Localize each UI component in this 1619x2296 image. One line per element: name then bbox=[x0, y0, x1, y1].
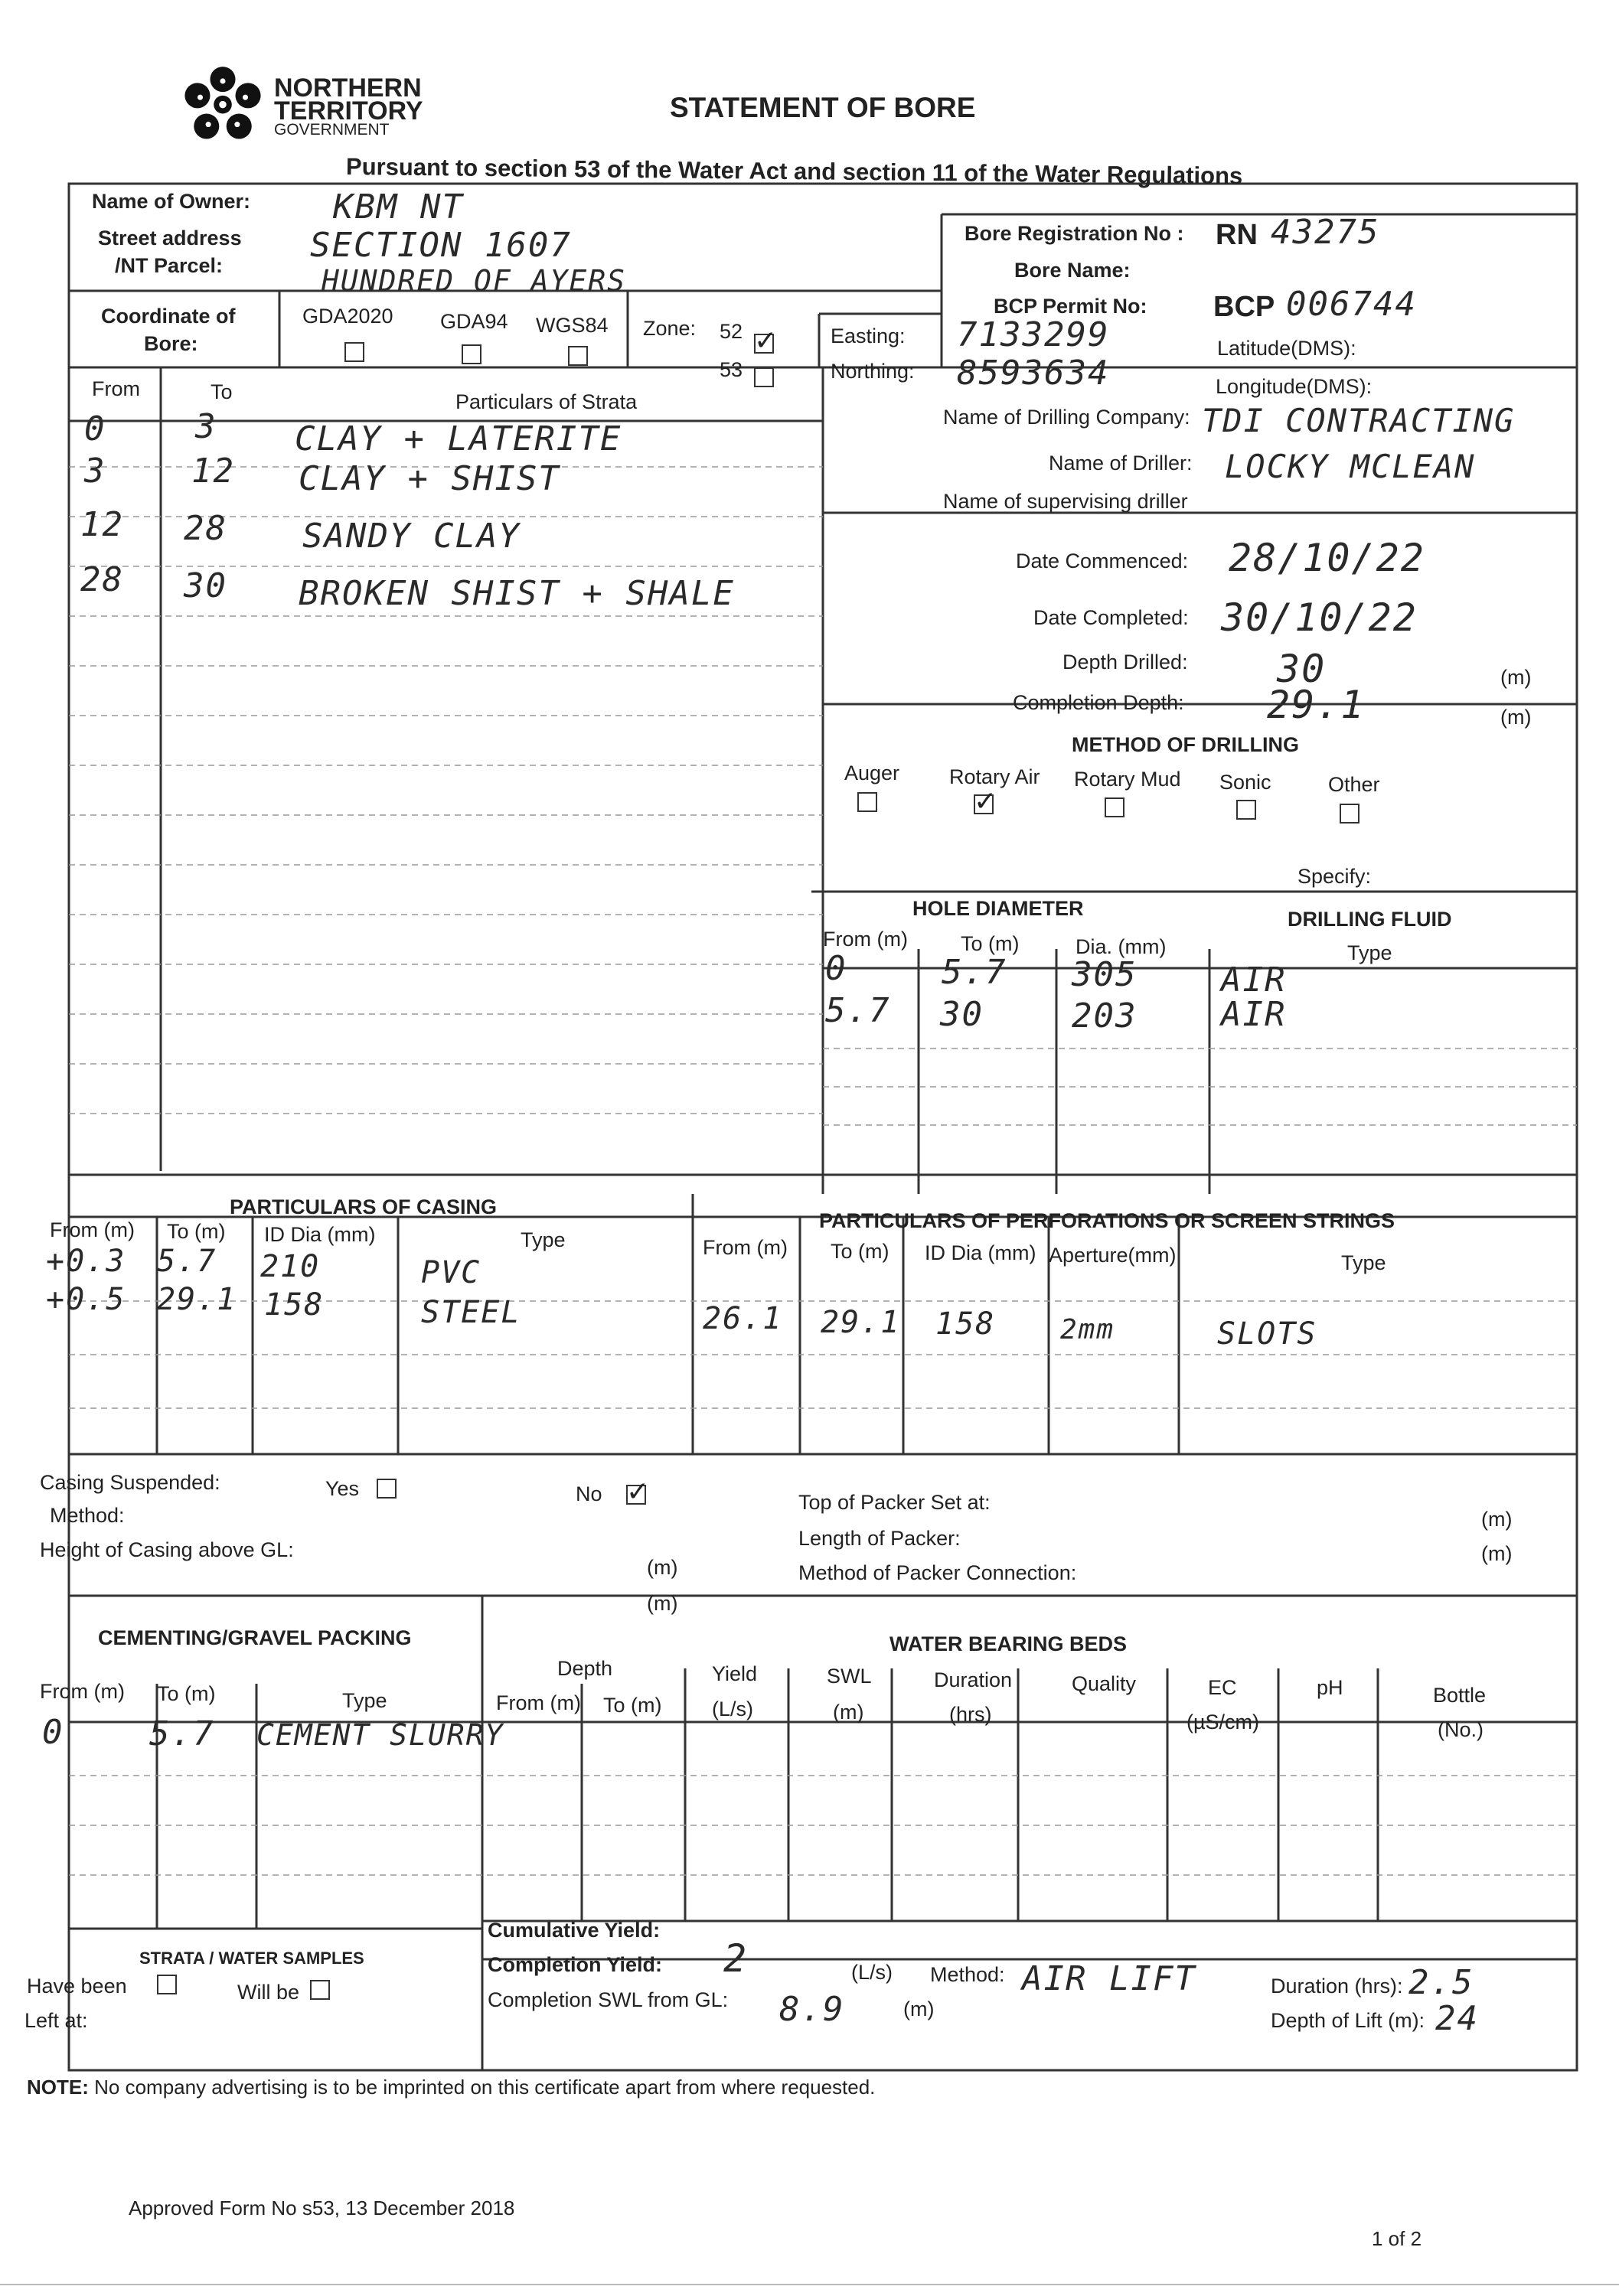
casing-to-header: To (m) bbox=[167, 1220, 226, 1243]
perf-row-1-type: SLOTS bbox=[1217, 1316, 1317, 1352]
hole-row-2-dia: 203 bbox=[1072, 996, 1138, 1035]
completion-method-label: Method: bbox=[930, 1963, 1005, 1986]
completion-duration-label: Duration (hrs): bbox=[1271, 1975, 1403, 1998]
hole-row-1-dia: 305 bbox=[1072, 955, 1138, 994]
perf-id-header: ID Dia (mm) bbox=[925, 1241, 1036, 1264]
coord-label-2: Bore: bbox=[144, 332, 198, 355]
gov-line3: GOVERNMENT bbox=[274, 121, 390, 139]
wb-yield-header: Yield bbox=[712, 1662, 758, 1685]
cementing-to-header: To (m) bbox=[157, 1682, 216, 1705]
casing-suspended-label: Casing Suspended: bbox=[40, 1471, 220, 1494]
reg-value: 43275 bbox=[1271, 213, 1380, 252]
method-title: METHOD OF DRILLING bbox=[1072, 733, 1299, 756]
zone-52-label: 52 bbox=[720, 320, 743, 343]
casing-height-label: Height of Casing above GL: bbox=[40, 1538, 294, 1561]
packer-method-label: Method of Packer Connection: bbox=[798, 1561, 1077, 1584]
permit-prefix: BCP bbox=[1213, 291, 1275, 323]
perf-row-1-from: 26.1 bbox=[703, 1301, 783, 1336]
samples-have-been-label: Have been bbox=[27, 1975, 127, 1998]
casing-height-unit: (m) bbox=[647, 1556, 678, 1579]
perf-to-header: To (m) bbox=[831, 1240, 889, 1263]
suspension-method-label: Method: bbox=[50, 1504, 125, 1527]
casing-type-header: Type bbox=[521, 1228, 566, 1251]
casing-row-1-type: PVC bbox=[421, 1255, 481, 1290]
street-label-2: /NT Parcel: bbox=[115, 254, 224, 277]
page-title: STATEMENT OF BORE bbox=[670, 92, 976, 123]
strata-row-3-to: 28 bbox=[184, 509, 227, 548]
note-label: NOTE: bbox=[27, 2076, 89, 2099]
page-number: 1 of 2 bbox=[1372, 2227, 1422, 2250]
northing-value: 8593634 bbox=[957, 354, 1110, 393]
wb-depth-header: Depth bbox=[557, 1657, 613, 1680]
method-specify-label: Specify: bbox=[1297, 865, 1372, 888]
latitude-label: Latitude(DMS): bbox=[1217, 337, 1356, 360]
perf-aperture-header: Aperture(mm) bbox=[1049, 1244, 1177, 1267]
perf-type-header: Type bbox=[1341, 1251, 1386, 1274]
easting-label: Easting: bbox=[831, 325, 906, 347]
wb-swl-unit: (m) bbox=[833, 1701, 864, 1724]
casing-title: PARTICULARS OF CASING bbox=[230, 1195, 497, 1218]
cementing-row-1-from: 0 bbox=[42, 1713, 64, 1752]
water-beds-title: WATER BEARING BEDS bbox=[889, 1632, 1128, 1655]
wb-ec-unit: (µS/cm) bbox=[1187, 1711, 1260, 1733]
hole-row-1-from: 0 bbox=[825, 949, 847, 988]
casing-row-1-from: +0.3 bbox=[46, 1244, 126, 1279]
street-label-1: Street address bbox=[98, 227, 242, 249]
casing-row-1-to: 5.7 bbox=[157, 1244, 217, 1279]
strata-particulars-header: Particulars of Strata bbox=[455, 390, 638, 413]
checkbox-casing-no[interactable] bbox=[626, 1485, 646, 1505]
wb-duration-unit: (hrs) bbox=[949, 1703, 992, 1726]
packer-length-label: Length of Packer: bbox=[798, 1527, 961, 1550]
wb-from-header: From (m) bbox=[496, 1691, 581, 1714]
completion-depth-label: Completion Depth: bbox=[1013, 691, 1184, 714]
hole-row-1-type: AIR bbox=[1221, 960, 1287, 1000]
completion-swl-value: 8.9 bbox=[779, 1990, 845, 2029]
footer-note bbox=[27, 2076, 875, 2099]
completion-swl-label: Completion SWL from GL: bbox=[488, 1988, 729, 2011]
completed-label: Date Completed: bbox=[1033, 606, 1189, 629]
hole-row-2-type: AIR bbox=[1221, 995, 1287, 1034]
depth-drilled-unit: (m) bbox=[1500, 666, 1532, 689]
hole-to-header: To (m) bbox=[961, 932, 1020, 955]
perf-row-1-id: 158 bbox=[935, 1306, 996, 1342]
perforations-title: PARTICULARS OF PERFORATIONS OR SCREEN STRINGS bbox=[819, 1209, 1395, 1232]
lift-depth-value: 24 bbox=[1435, 1999, 1479, 2038]
longitude-label: Longitude(DMS): bbox=[1216, 375, 1373, 398]
company-label: Name of Drilling Company: bbox=[943, 406, 1190, 429]
checkbox-have-been[interactable] bbox=[157, 1975, 177, 1994]
strata-to-header: To bbox=[211, 380, 233, 403]
packer-length-unit: (m) bbox=[1481, 1542, 1513, 1565]
page-subtitle: Pursuant to section 53 of the Water Act and section 11 of the Water Regulations bbox=[345, 153, 1243, 190]
strata-row-2-to: 12 bbox=[191, 452, 235, 491]
wb-duration-header: Duration bbox=[934, 1668, 1013, 1691]
samples-will-be-label: Will be bbox=[237, 1981, 300, 2004]
method-rotary-mud-label: Rotary Mud bbox=[1074, 768, 1181, 791]
strata-row-2-desc: CLAY + SHIST bbox=[299, 459, 560, 498]
fluid-type-header: Type bbox=[1347, 941, 1392, 964]
casing-row-1-id: 210 bbox=[260, 1249, 321, 1284]
hole-from-header: From (m) bbox=[823, 928, 908, 951]
strata-row-3-desc: SANDY CLAY bbox=[302, 517, 521, 556]
wb-yield-unit: (L/s) bbox=[712, 1698, 753, 1720]
strata-row-1-to: 3 bbox=[195, 407, 217, 446]
packer-top-label: Top of Packer Set at: bbox=[798, 1491, 991, 1514]
casing-row-2-from: +0.5 bbox=[46, 1282, 126, 1317]
reg-prefix: RN bbox=[1216, 219, 1258, 251]
checkbox-gda94[interactable] bbox=[462, 344, 481, 364]
strata-row-4-to: 30 bbox=[184, 566, 227, 605]
cementing-from-header: From (m) bbox=[40, 1680, 125, 1703]
gov-line1: NORTHERN bbox=[274, 73, 422, 103]
checkbox-zone-52[interactable] bbox=[754, 334, 774, 354]
strata-row-1-from: 0 bbox=[84, 409, 106, 448]
casing-id-header: ID Dia (mm) bbox=[264, 1223, 376, 1246]
completion-yield-unit: (L/s) bbox=[851, 1961, 893, 1984]
checkbox-rotary-air[interactable] bbox=[974, 794, 994, 814]
checkbox-rotary-mud[interactable] bbox=[1105, 797, 1124, 817]
datum-gda2020: GDA2020 bbox=[302, 305, 393, 328]
completion-swl-unit: (m) bbox=[903, 1998, 935, 2020]
samples-left-at-label: Left at: bbox=[24, 2009, 88, 2032]
owner-name-value: KBM NT bbox=[333, 188, 464, 227]
method-auger-label: Auger bbox=[844, 762, 900, 784]
cumulative-yield-label: Cumulative Yield: bbox=[488, 1919, 661, 1942]
method-other-label: Other bbox=[1328, 773, 1380, 796]
checkbox-gda2020[interactable] bbox=[344, 342, 364, 362]
hole-title: HOLE DIAMETER bbox=[912, 897, 1084, 920]
strata-row-4-from: 28 bbox=[80, 560, 124, 599]
checkbox-sonic[interactable] bbox=[1236, 800, 1256, 820]
completion-depth-value: 29.1 bbox=[1267, 683, 1366, 727]
casing-row-2-type: STEEL bbox=[421, 1295, 521, 1330]
casing-from-header: From (m) bbox=[50, 1218, 135, 1241]
street-value-1: SECTION 1607 bbox=[310, 226, 572, 265]
datum-wgs84: WGS84 bbox=[536, 314, 609, 337]
wb-ec-header: EC bbox=[1208, 1676, 1237, 1699]
strata-row-2-from: 3 bbox=[84, 452, 106, 491]
cementing-title: CEMENTING/GRAVEL PACKING bbox=[98, 1626, 412, 1649]
method-unit: (m) bbox=[647, 1592, 678, 1615]
perf-from-header: From (m) bbox=[703, 1236, 788, 1259]
datum-gda94: GDA94 bbox=[440, 310, 508, 333]
checkbox-casing-yes[interactable] bbox=[377, 1479, 397, 1499]
street-value-2: HUNDRED OF AYERS bbox=[322, 264, 627, 298]
checkbox-wgs84[interactable] bbox=[568, 346, 588, 366]
completion-depth-unit: (m) bbox=[1500, 706, 1532, 729]
commenced-value: 28/10/22 bbox=[1229, 536, 1425, 580]
gov-name bbox=[274, 73, 423, 139]
owner-name-label: Name of Owner: bbox=[92, 190, 251, 213]
completion-duration-value: 2.5 bbox=[1408, 1963, 1474, 2002]
strata-row-4-desc: BROKEN SHIST + SHALE bbox=[299, 574, 735, 613]
bore-name-label: Bore Name: bbox=[1014, 259, 1131, 282]
cementing-row-1-type: CEMENT SLURRY bbox=[256, 1718, 504, 1752]
coord-label-1: Coordinate of bbox=[101, 305, 236, 328]
wb-to-header: To (m) bbox=[603, 1694, 662, 1717]
commenced-label: Date Commenced: bbox=[1016, 550, 1189, 572]
hole-row-2-to: 30 bbox=[940, 995, 984, 1034]
perf-row-1-aperture: 2mm bbox=[1060, 1314, 1115, 1345]
driller-value: LOCKY MCLEAN bbox=[1225, 448, 1476, 485]
checkbox-other[interactable] bbox=[1340, 804, 1360, 823]
packer-top-unit: (m) bbox=[1481, 1508, 1513, 1531]
strata-row-1-desc: CLAY + LATERITE bbox=[295, 419, 622, 458]
checkbox-auger[interactable] bbox=[857, 792, 877, 812]
zone-53-label: 53 bbox=[720, 358, 743, 381]
cementing-type-header: Type bbox=[342, 1689, 387, 1712]
samples-title: STRATA / WATER SAMPLES bbox=[139, 1949, 364, 1968]
strata-row-3-from: 12 bbox=[80, 505, 124, 544]
permit-label: BCP Permit No: bbox=[994, 295, 1147, 318]
casing-row-2-to: 29.1 bbox=[157, 1282, 237, 1317]
completed-value: 30/10/22 bbox=[1221, 595, 1418, 640]
company-value: TDI CONTRACTING bbox=[1202, 402, 1516, 439]
hole-dia-header: Dia. (mm) bbox=[1076, 935, 1167, 958]
wb-bottle-header: Bottle bbox=[1433, 1684, 1487, 1707]
hole-row-1-to: 5.7 bbox=[942, 953, 1007, 992]
easting-value: 7133299 bbox=[957, 315, 1110, 354]
completion-yield-value: 2 bbox=[723, 1936, 749, 1981]
supervising-label: Name of supervising driller bbox=[943, 490, 1188, 513]
depth-drilled-value: 30 bbox=[1277, 647, 1327, 691]
fluid-title: DRILLING FLUID bbox=[1288, 908, 1452, 931]
checkbox-will-be[interactable] bbox=[310, 1980, 330, 2000]
casing-yes-label: Yes bbox=[325, 1477, 360, 1500]
note-text: No company advertising is to be imprinted on this certificate apart from where requested. bbox=[94, 2076, 876, 2099]
approved-form-label: Approved Form No s53, 13 December 2018 bbox=[129, 2197, 515, 2219]
cementing-row-1-to: 5.7 bbox=[149, 1714, 215, 1753]
wb-bottle-unit: (No.) bbox=[1438, 1718, 1484, 1741]
reg-label: Bore Registration No : bbox=[965, 222, 1184, 245]
gov-line2: TERRITORY bbox=[274, 96, 423, 126]
depth-drilled-label: Depth Drilled: bbox=[1062, 651, 1188, 673]
wb-ph-header: pH bbox=[1317, 1676, 1343, 1699]
method-sonic-label: Sonic bbox=[1219, 771, 1271, 794]
perf-row-1-to: 29.1 bbox=[821, 1305, 901, 1340]
completion-method-value: AIR LIFT bbox=[1022, 1959, 1196, 1998]
strata-from-header: From bbox=[92, 377, 140, 400]
northing-label: Northing: bbox=[831, 360, 915, 383]
nt-government-logo bbox=[178, 61, 268, 152]
permit-value: 006744 bbox=[1286, 285, 1417, 324]
checkbox-zone-53[interactable] bbox=[754, 367, 774, 387]
wb-quality-header: Quality bbox=[1072, 1672, 1137, 1695]
lift-depth-label: Depth of Lift (m): bbox=[1271, 2009, 1425, 2032]
casing-row-2-id: 158 bbox=[264, 1287, 325, 1322]
completion-yield-label: Completion Yield: bbox=[488, 1953, 663, 1976]
casing-no-label: No bbox=[576, 1482, 602, 1505]
method-rotary-air-label: Rotary Air bbox=[949, 765, 1040, 788]
zone-label: Zone: bbox=[643, 317, 697, 340]
driller-label: Name of Driller: bbox=[1049, 452, 1193, 475]
hole-row-2-from: 5.7 bbox=[825, 991, 891, 1030]
wb-swl-header: SWL bbox=[827, 1665, 872, 1688]
